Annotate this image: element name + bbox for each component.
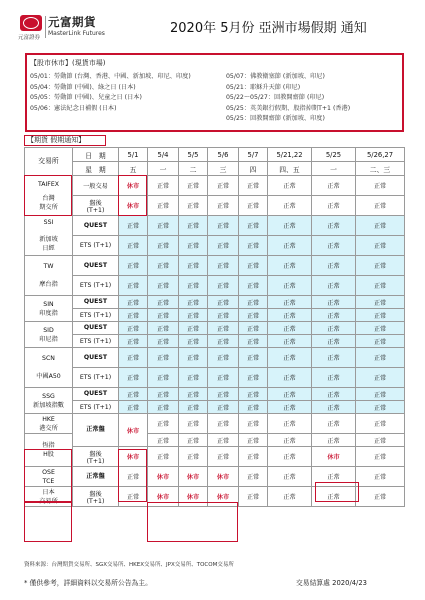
status-cell: 正常 xyxy=(239,401,268,414)
status-cell: 正常 xyxy=(179,335,208,348)
stock-holiday-item: 05/22～05/27：回教開齋節 (印尼) xyxy=(226,94,325,101)
weekday-cell: 三 xyxy=(208,162,239,176)
status-cell: 正常 xyxy=(208,414,239,434)
status-cell: 正常 xyxy=(179,414,208,434)
session-cell: QUEST xyxy=(73,348,119,368)
status-cell: 正常 xyxy=(208,388,239,401)
status-cell: 正常 xyxy=(208,309,239,322)
status-cell: 正常 xyxy=(179,256,208,276)
status-cell: 正常 xyxy=(356,236,405,256)
stock-holiday-item: 05/05：勞動節 (中國)、兒童之日 (日本) xyxy=(30,94,142,101)
status-cell: 正常 xyxy=(148,434,179,447)
status-cell: 正常 xyxy=(119,487,148,507)
status-cell: 正常 xyxy=(356,368,405,388)
status-cell: 正常 xyxy=(239,467,268,487)
issuer-date: 交易結算處 2020/4/23 xyxy=(296,579,367,587)
status-cell: 正常 xyxy=(208,216,239,236)
status-cell: 正常 xyxy=(268,216,312,236)
stock-holiday-box xyxy=(25,53,404,132)
status-cell: 正常 xyxy=(148,256,179,276)
status-cell: 正常 xyxy=(268,414,312,434)
status-cell: 正常 xyxy=(268,348,312,368)
status-cell: 正常 xyxy=(179,348,208,368)
status-cell: 正常 xyxy=(356,276,405,296)
highlight-japan xyxy=(24,502,72,542)
stock-holiday-item: 05/06：憲法紀念日補假 (日本) xyxy=(30,104,117,112)
status-cell: 正常 xyxy=(239,487,268,507)
holiday-cell: 休市 xyxy=(179,467,208,487)
status-cell: 正常 xyxy=(208,176,239,196)
source-note: 資料來源：台灣期貨交易所、SGX交易所、HKEX交易所、JPX交易所、TOCOM交易所 xyxy=(24,562,234,568)
status-cell: 正常 xyxy=(356,176,405,196)
session-cell: 盤後 (T+1) xyxy=(73,487,119,507)
logo-divider xyxy=(45,16,46,38)
session-cell: 盤後 (T+1) xyxy=(73,447,119,467)
status-cell: 正常 xyxy=(148,368,179,388)
status-cell: 正常 xyxy=(312,296,356,309)
stock-holiday-item: 05/01：勞動節 (台灣、香港、中國、新加坡、印尼、印度) xyxy=(30,73,191,80)
exchange-ose: OSE TCE xyxy=(25,467,73,487)
date-cell: 5/1 xyxy=(119,148,148,162)
table-row xyxy=(25,447,405,467)
status-cell: 正常 xyxy=(239,176,268,196)
status-cell: 正常 xyxy=(356,256,405,276)
status-cell: 正常 xyxy=(312,322,356,335)
exchange-sid: SID 印尼指 xyxy=(25,322,73,348)
table-row xyxy=(25,256,405,276)
status-cell: 正常 xyxy=(356,434,405,447)
holiday-cell: 休市 xyxy=(119,414,148,447)
status-cell: 正常 xyxy=(239,447,268,467)
status-cell: 正常 xyxy=(268,401,312,414)
date-cell: 5/25 xyxy=(312,148,356,162)
status-cell: 正常 xyxy=(148,216,179,236)
status-cell: 正常 xyxy=(148,196,179,216)
weekday-cell: 四、五 xyxy=(268,162,312,176)
status-cell: 正常 xyxy=(268,447,312,467)
status-cell: 正常 xyxy=(239,434,268,447)
status-cell: 正常 xyxy=(179,236,208,256)
table-row xyxy=(25,335,405,348)
exchange-sin: SIN 印度指 xyxy=(25,296,73,322)
status-cell: 正常 xyxy=(148,414,179,434)
exchange-taifex: TAIFEX 台灣 期交所 xyxy=(25,176,73,216)
status-cell: 正常 xyxy=(119,296,148,309)
status-cell: 正常 xyxy=(119,467,148,487)
table-row xyxy=(25,276,405,296)
status-cell: 正常 xyxy=(179,216,208,236)
table-row xyxy=(25,296,405,309)
stock-holiday-list-right xyxy=(226,72,350,125)
status-cell: 正常 xyxy=(148,236,179,256)
status-cell: 正常 xyxy=(148,309,179,322)
status-cell: 正常 xyxy=(179,296,208,309)
status-cell: 正常 xyxy=(268,176,312,196)
holiday-cell: 休市 xyxy=(119,196,148,216)
status-cell: 正常 xyxy=(268,256,312,276)
status-cell: 正常 xyxy=(356,447,405,467)
status-cell: 正常 xyxy=(179,401,208,414)
status-cell: 正常 xyxy=(239,296,268,309)
status-cell: 正常 xyxy=(208,276,239,296)
status-cell: 正常 xyxy=(239,368,268,388)
status-cell: 正常 xyxy=(268,196,312,216)
highlight-japan-holiday xyxy=(147,502,238,542)
status-cell: 正常 xyxy=(179,176,208,196)
status-cell: 正常 xyxy=(312,401,356,414)
status-cell: 正常 xyxy=(268,368,312,388)
date-cell: 5/4 xyxy=(148,148,179,162)
holiday-cell: 休市 xyxy=(148,467,179,487)
exchange-hsi: 恆指 H股 xyxy=(25,434,73,467)
table-row xyxy=(25,309,405,322)
status-cell: 正常 xyxy=(148,388,179,401)
session-cell: 盤後 (T+1) xyxy=(73,196,119,216)
status-cell: 正常 xyxy=(119,276,148,296)
session-cell: QUEST xyxy=(73,322,119,335)
status-cell: 正常 xyxy=(148,276,179,296)
status-cell: 正常 xyxy=(312,196,356,216)
stock-holiday-item: 05/25：英美銀行假期、股指掉期T+1 (香港) xyxy=(226,104,351,112)
exchange-scn: SCN 中國A50 xyxy=(25,348,73,388)
brand-sub: 元富證券 xyxy=(18,35,41,41)
status-cell: 正常 xyxy=(356,196,405,216)
status-cell: 正常 xyxy=(356,348,405,368)
table-row xyxy=(25,348,405,368)
status-cell: 正常 xyxy=(179,196,208,216)
status-cell: 正常 xyxy=(208,348,239,368)
status-cell: 正常 xyxy=(239,348,268,368)
date-label: 日 期 xyxy=(73,148,119,162)
status-cell: 正常 xyxy=(312,309,356,322)
status-cell: 正常 xyxy=(312,467,356,487)
status-cell: 正常 xyxy=(119,216,148,236)
status-cell: 正常 xyxy=(356,296,405,309)
status-cell: 正常 xyxy=(119,322,148,335)
exchange-hke: HKE 港交所 xyxy=(25,414,73,434)
session-cell: 一般交易 xyxy=(73,176,119,196)
status-cell: 正常 xyxy=(208,335,239,348)
table-row xyxy=(25,401,405,414)
exchange-tw: TW 摩台指 xyxy=(25,256,73,296)
status-cell: 正常 xyxy=(356,388,405,401)
status-cell: 正常 xyxy=(239,414,268,434)
table-row xyxy=(25,322,405,335)
page-title: 2020年 5月份 亞洲市場假期 通知 xyxy=(170,21,367,36)
status-cell: 正常 xyxy=(312,216,356,236)
weekday-cell: 四 xyxy=(239,162,268,176)
status-cell: 正常 xyxy=(208,322,239,335)
weekday-cell: 二、三 xyxy=(356,162,405,176)
status-cell: 正常 xyxy=(208,236,239,256)
status-cell: 正常 xyxy=(356,216,405,236)
status-cell: 正常 xyxy=(356,467,405,487)
status-cell: 正常 xyxy=(179,309,208,322)
header-row-weekday xyxy=(25,162,405,176)
weekday-cell: 一 xyxy=(312,162,356,176)
session-cell: QUEST xyxy=(73,256,119,276)
status-cell: 正常 xyxy=(268,388,312,401)
table-row xyxy=(25,414,405,434)
status-cell: 正常 xyxy=(179,276,208,296)
status-cell: 正常 xyxy=(208,401,239,414)
status-cell: 正常 xyxy=(119,348,148,368)
table-row xyxy=(25,176,405,196)
status-cell: 正常 xyxy=(208,434,239,447)
status-cell: 正常 xyxy=(239,196,268,216)
status-cell: 正常 xyxy=(119,309,148,322)
status-cell: 正常 xyxy=(239,256,268,276)
stock-holiday-heading: 【股市休市】(現貨市場) xyxy=(30,59,106,67)
holiday-cell: 休市 xyxy=(312,447,356,467)
weekday-label: 星 期 xyxy=(73,162,119,176)
status-cell: 正常 xyxy=(268,467,312,487)
session-cell: ETS (T+1) xyxy=(73,368,119,388)
brand-name: 元富期貨 xyxy=(48,15,96,29)
status-cell: 正常 xyxy=(119,256,148,276)
status-cell: 正常 xyxy=(312,236,356,256)
status-cell: 正常 xyxy=(312,414,356,434)
status-cell: 正常 xyxy=(239,388,268,401)
status-cell: 正常 xyxy=(356,322,405,335)
header xyxy=(18,13,407,43)
status-cell: 正常 xyxy=(239,322,268,335)
status-cell: 正常 xyxy=(119,388,148,401)
status-cell: 正常 xyxy=(356,309,405,322)
session-cell: ETS (T+1) xyxy=(73,236,119,256)
status-cell: 正常 xyxy=(268,322,312,335)
status-cell: 正常 xyxy=(312,276,356,296)
weekday-cell: 一 xyxy=(148,162,179,176)
holiday-cell: 休市 xyxy=(148,487,179,507)
status-cell: 正常 xyxy=(179,322,208,335)
status-cell: 正常 xyxy=(312,487,356,507)
status-cell: 正常 xyxy=(312,256,356,276)
holiday-cell: 休市 xyxy=(208,487,239,507)
session-cell: QUEST xyxy=(73,216,119,236)
status-cell: 正常 xyxy=(239,335,268,348)
status-cell: 正常 xyxy=(148,335,179,348)
status-cell: 正常 xyxy=(179,368,208,388)
stock-holiday-item: 05/25：回教開齋節 (新加坡、印度) xyxy=(226,115,325,122)
holiday-cell: 休市 xyxy=(119,447,148,467)
date-cell: 5/7 xyxy=(239,148,268,162)
status-cell: 正常 xyxy=(356,401,405,414)
table-row xyxy=(25,467,405,487)
status-cell: 正常 xyxy=(312,434,356,447)
status-cell: 正常 xyxy=(119,401,148,414)
status-cell: 正常 xyxy=(268,236,312,256)
stock-holiday-list-left xyxy=(30,72,191,114)
status-cell: 正常 xyxy=(356,487,405,507)
status-cell: 正常 xyxy=(356,335,405,348)
date-cell: 5/26,27 xyxy=(356,148,405,162)
status-cell: 正常 xyxy=(179,434,208,447)
status-cell: 正常 xyxy=(239,216,268,236)
status-cell: 正常 xyxy=(148,348,179,368)
stock-holiday-item: 05/04：勞動節 (中國)、綠之日 (日本) xyxy=(30,83,136,91)
status-cell: 正常 xyxy=(268,487,312,507)
table-row xyxy=(25,368,405,388)
weekday-cell: 二 xyxy=(179,162,208,176)
status-cell: 正常 xyxy=(312,368,356,388)
weekday-cell: 五 xyxy=(119,162,148,176)
session-cell: 正常盤 xyxy=(73,414,119,447)
exchange-ssi: SSI 新加坡 日經 xyxy=(25,216,73,256)
table-row xyxy=(25,388,405,401)
status-cell: 正常 xyxy=(312,388,356,401)
status-cell: 正常 xyxy=(148,447,179,467)
status-cell: 正常 xyxy=(268,296,312,309)
exchange-ssg: SSG 新加坡指數 xyxy=(25,388,73,414)
status-cell: 正常 xyxy=(148,322,179,335)
brand-english: MasterLink Futures xyxy=(48,30,105,37)
holiday-cell: 休市 xyxy=(179,487,208,507)
session-cell: ETS (T+1) xyxy=(73,335,119,348)
table-row xyxy=(25,216,405,236)
col-exchange-header: 交易所 xyxy=(25,148,73,176)
brand-logo-icon xyxy=(20,15,42,31)
status-cell: 正常 xyxy=(148,296,179,309)
status-cell: 正常 xyxy=(119,335,148,348)
status-cell: 正常 xyxy=(119,368,148,388)
status-cell: 正常 xyxy=(268,335,312,348)
stock-holiday-item: 05/21：耶穌升天節 (印尼) xyxy=(226,83,301,91)
status-cell: 正常 xyxy=(312,335,356,348)
status-cell: 正常 xyxy=(208,447,239,467)
status-cell: 正常 xyxy=(239,276,268,296)
session-cell: ETS (T+1) xyxy=(73,401,119,414)
status-cell: 正常 xyxy=(179,388,208,401)
status-cell: 正常 xyxy=(179,447,208,467)
status-cell: 正常 xyxy=(208,296,239,309)
date-cell: 5/21,22 xyxy=(268,148,312,162)
status-cell: 正常 xyxy=(312,348,356,368)
status-cell: 正常 xyxy=(208,196,239,216)
status-cell: 正常 xyxy=(356,414,405,434)
stock-holiday-item: 05/07：佛教衛塞節 (新加坡、印尼) xyxy=(226,73,325,80)
status-cell: 正常 xyxy=(268,434,312,447)
header-row-date xyxy=(25,148,405,162)
date-cell: 5/6 xyxy=(208,148,239,162)
session-cell: ETS (T+1) xyxy=(73,309,119,322)
status-cell: 正常 xyxy=(239,236,268,256)
holiday-cell: 休市 xyxy=(119,176,148,196)
table-row xyxy=(25,487,405,507)
status-cell: 正常 xyxy=(312,176,356,196)
session-cell: QUEST xyxy=(73,388,119,401)
table-row xyxy=(25,196,405,216)
holiday-cell: 休市 xyxy=(208,467,239,487)
disclaimer: * 僅供參考，詳細資料以交易所公告為主。 xyxy=(24,579,152,587)
status-cell: 正常 xyxy=(208,256,239,276)
table-row xyxy=(25,236,405,256)
logo xyxy=(18,13,128,43)
session-cell: 正常盤 xyxy=(73,467,119,487)
status-cell: 正常 xyxy=(208,368,239,388)
exchange-japan: 日本 交易所 xyxy=(25,487,73,507)
status-cell: 正常 xyxy=(268,276,312,296)
session-cell: QUEST xyxy=(73,296,119,309)
status-cell: 正常 xyxy=(268,309,312,322)
status-cell: 正常 xyxy=(119,236,148,256)
status-cell: 正常 xyxy=(148,176,179,196)
date-cell: 5/5 xyxy=(179,148,208,162)
status-cell: 正常 xyxy=(239,309,268,322)
futures-heading: 【期貨 假期通知】 xyxy=(24,135,106,146)
status-cell: 正常 xyxy=(148,401,179,414)
session-cell: ETS (T+1) xyxy=(73,276,119,296)
futures-holiday-table xyxy=(24,147,405,507)
